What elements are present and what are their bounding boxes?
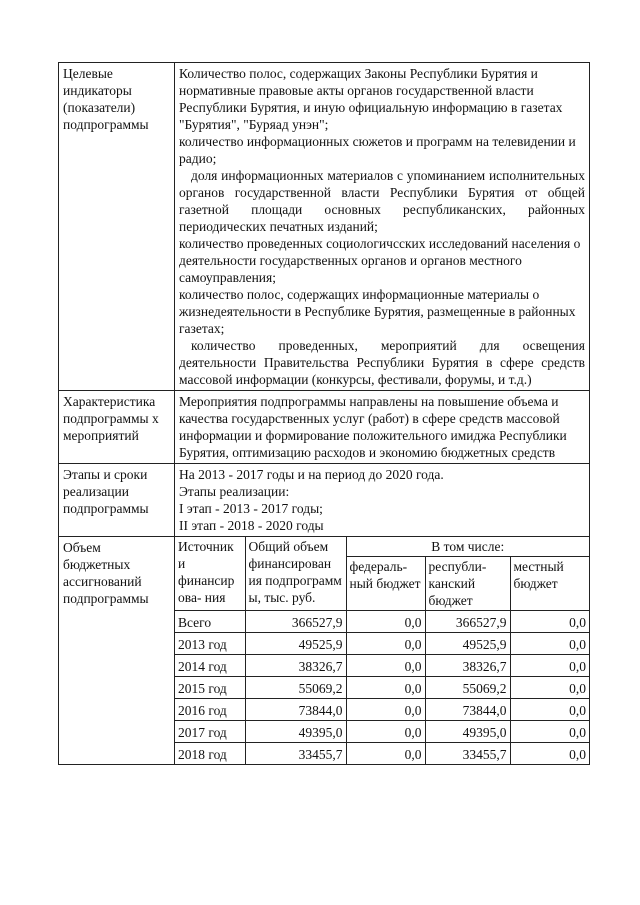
funding-cell-total: 366527,9: [245, 611, 346, 633]
stages-content: [175, 464, 590, 537]
characteristics-text: Мероприятия подпрограммы направлены на повышение объема и качества государственных услуг (работ) в сфере средств массовой информации и формирование положительного имиджа Республики Бурятия, оптимизацию расходов и экономию бюджетных средств: [175, 391, 590, 464]
stages-row: [59, 464, 590, 537]
funding-cell-local: 0,0: [510, 721, 589, 743]
funding-cell-local: 0,0: [510, 633, 589, 655]
funding-cell-federal: 0,0: [346, 677, 425, 699]
funding-cell-local: 0,0: [510, 743, 589, 765]
funding-cell-federal: 0,0: [346, 611, 425, 633]
stages-line: I этап - 2013 - 2017 годы;: [179, 501, 323, 516]
funding-cell-total: 73844,0: [245, 699, 346, 721]
funding-cell-republic: 49395,0: [425, 721, 510, 743]
characteristics-label: Характеристика подпрограммы х мероприятий: [59, 391, 175, 464]
funding-cell-source: Всего: [175, 611, 245, 633]
funding-cell-total: 33455,7: [245, 743, 346, 765]
funding-cell-local: 0,0: [510, 699, 589, 721]
subprogram-passport-table: [58, 62, 590, 765]
funding-cell-source: 2015 год: [175, 677, 245, 699]
funding-cell-republic: 73844,0: [425, 699, 510, 721]
funding-header-row: [175, 537, 589, 557]
indicator-item: количество проведенных социологичсских исследований населения о деятельности государственных органов и органов местного самоуправления;: [179, 236, 581, 285]
indicator-item: доля информационных материалов с упоминанием исполнительных органов государственной власти Республики Бурятия от общей газетной площади основных республиканских, районных периодических печатных изданий;: [179, 168, 585, 234]
funding-data-row: [175, 611, 589, 633]
header-source: Источник и финансир ова- ния: [175, 537, 245, 611]
indicators-row: [59, 63, 590, 391]
funding-table: [175, 537, 589, 764]
funding-cell-source: 2017 год: [175, 721, 245, 743]
funding-content: [175, 537, 590, 765]
funding-cell-local: 0,0: [510, 611, 589, 633]
funding-cell-republic: 33455,7: [425, 743, 510, 765]
funding-data-row: [175, 699, 589, 721]
stages-line: На 2013 - 2017 годы и на период до 2020 года.: [179, 467, 444, 482]
funding-cell-republic: 49525,9: [425, 633, 510, 655]
funding-data-row: [175, 655, 589, 677]
header-total: Общий объем финансирован ия подпрограмм ы, тыс. руб.: [245, 537, 346, 611]
funding-cell-source: 2018 год: [175, 743, 245, 765]
funding-cell-local: 0,0: [510, 655, 589, 677]
funding-label: Объем бюджетных ассигнований подпрограммы: [59, 537, 175, 765]
header-federal: федераль- ный бюджет: [346, 557, 425, 611]
indicators-label: Целевые индикаторы (показатели) подпрограммы: [59, 63, 175, 391]
funding-cell-federal: 0,0: [346, 633, 425, 655]
funding-cell-total: 49395,0: [245, 721, 346, 743]
funding-cell-source: 2016 год: [175, 699, 245, 721]
funding-cell-total: 49525,9: [245, 633, 346, 655]
header-republic: республи- канский бюджет: [425, 557, 510, 611]
funding-cell-federal: 0,0: [346, 721, 425, 743]
stages-label: Этапы и сроки реализации подпрограммы: [59, 464, 175, 537]
funding-cell-total: 38326,7: [245, 655, 346, 677]
funding-row: [59, 537, 590, 765]
header-local: местный бюджет: [510, 557, 589, 611]
funding-cell-federal: 0,0: [346, 699, 425, 721]
indicator-item: количество информационных сюжетов и программ на телевидении и радио;: [179, 134, 576, 166]
header-including: В том числе:: [346, 537, 589, 557]
funding-cell-republic: 55069,2: [425, 677, 510, 699]
stages-line: Этапы реализации:: [179, 484, 290, 499]
funding-data-row: [175, 743, 589, 765]
funding-cell-local: 0,0: [510, 677, 589, 699]
indicator-item: Количество полос, содержащих Законы Республики Бурятия и нормативные правовые акты органов государственной власти Республики Бурятия, и иную официальную информацию в газетах "Бурятия", "Буряад унэн";: [179, 66, 563, 132]
funding-cell-republic: 366527,9: [425, 611, 510, 633]
funding-cell-federal: 0,0: [346, 743, 425, 765]
funding-data-row: [175, 721, 589, 743]
indicator-item: количество проведенных, мероприятий для освещения деятельности Правительства Республики Бурятия в сфере средств массовой информации (конкурсы, фестивали, форумы, и т.д.): [179, 338, 585, 387]
stages-line: II этап - 2018 - 2020 годы: [179, 518, 324, 533]
characteristics-row: [59, 391, 590, 464]
funding-cell-federal: 0,0: [346, 655, 425, 677]
funding-cell-republic: 38326,7: [425, 655, 510, 677]
funding-data-row: [175, 677, 589, 699]
funding-data-row: [175, 633, 589, 655]
funding-cell-source: 2014 год: [175, 655, 245, 677]
funding-cell-source: 2013 год: [175, 633, 245, 655]
indicator-item: количество полос, содержащих информационные материалы о жизнедеятельности в Республике Бурятия, размещенные в районных газетах;: [179, 287, 576, 336]
funding-cell-total: 55069,2: [245, 677, 346, 699]
indicators-content: [175, 63, 590, 391]
